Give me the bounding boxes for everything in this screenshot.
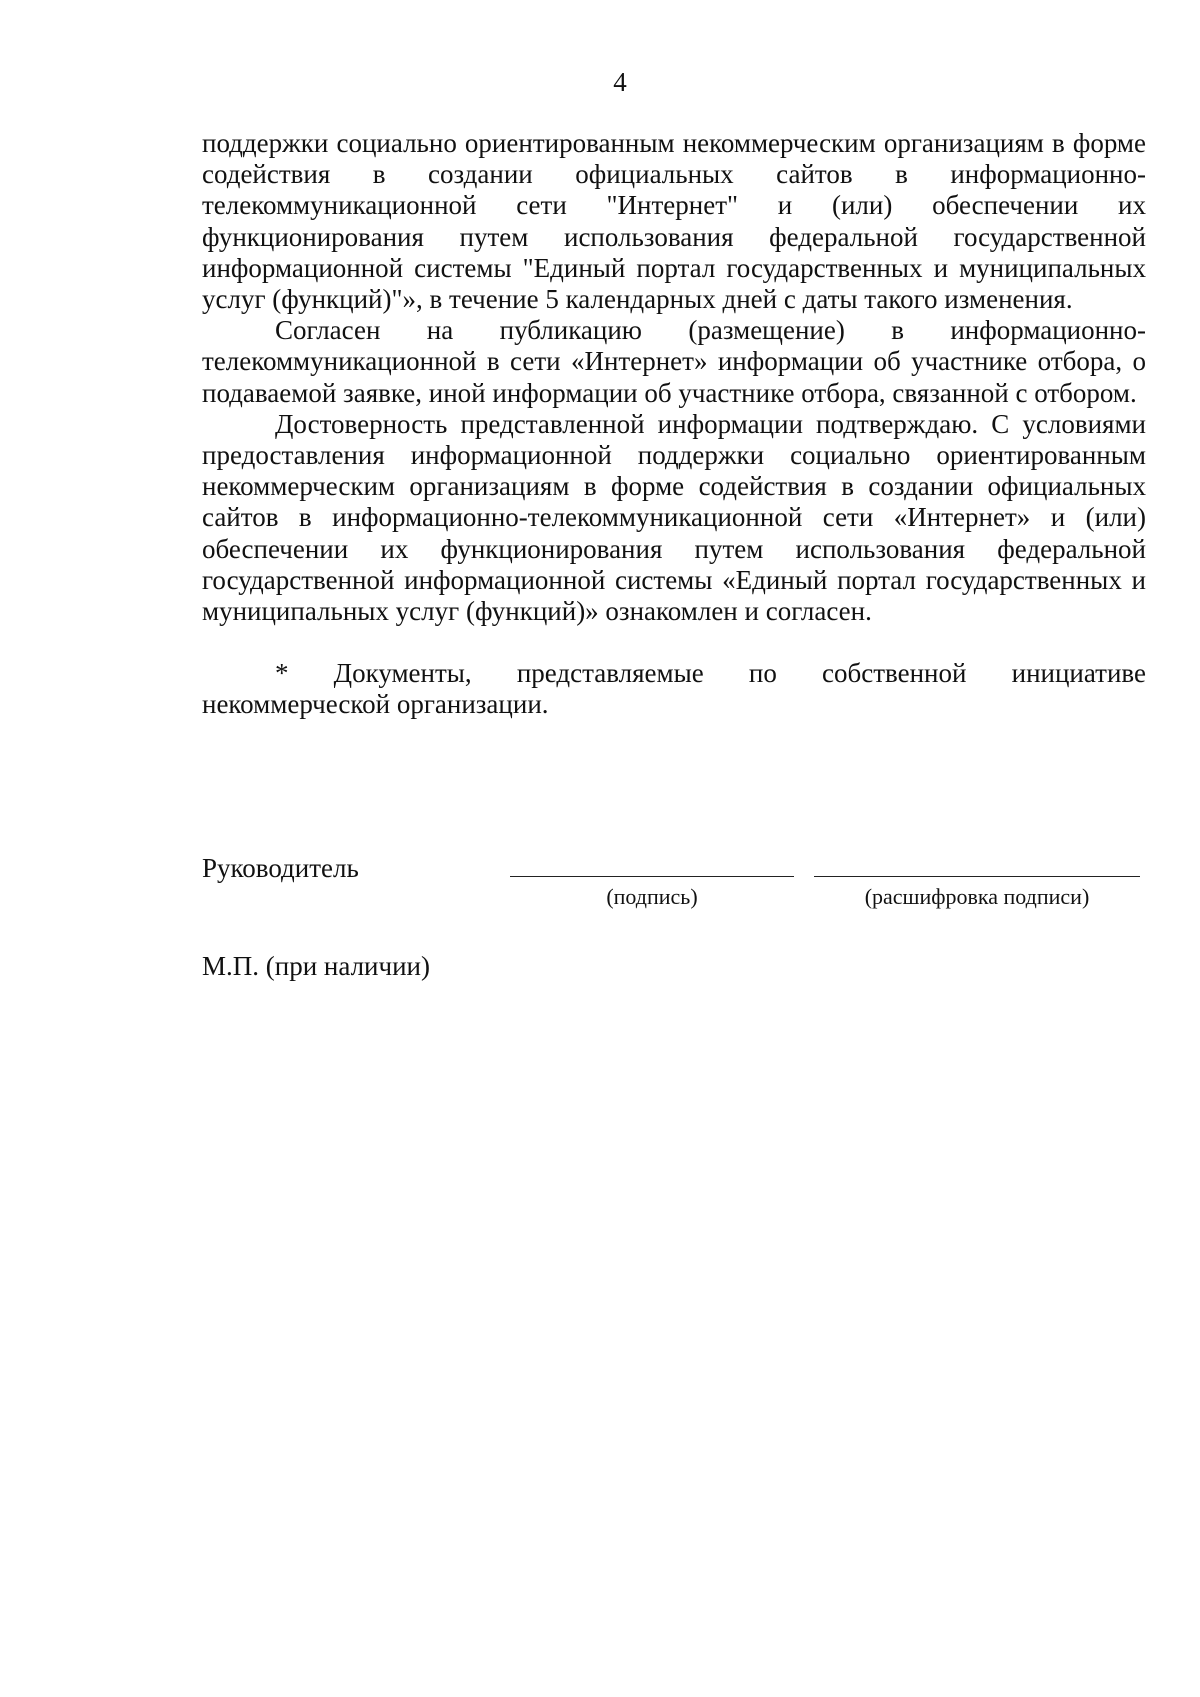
name-decoding-caption: (расшифровка подписи) <box>864 884 1090 909</box>
document-body <box>202 128 1146 721</box>
paragraph-information-accuracy: Достоверность представленной информации подтверждаю. С условиями предоставления информационной поддержки социально ориентированным некоммерческим организациям в форме содействия в создании официальных сайтов в информационно-телекоммуникационной сети «Интернет» и (или) обеспечении их функционирования путем использования федеральной государственной информационной системы «Единый портал государственных и муниципальных услуг (функций)» ознакомлен и согласен. <box>202 408 1146 627</box>
stamp-label: М.П. (при наличии) <box>202 951 430 981</box>
signature-line <box>510 876 794 877</box>
paragraph-continuation: поддержки социально ориентированным некоммерческим организациям в форме содействия в создании официальных сайтов в информационно-телекоммуникационной сети "Интернет" и (или) обеспечении их функционирования путем использования федеральной государственной информационной системы "Единый портал государственных и муниципальных услуг (функций)"», в течение 5 календарных дней с даты такого изменения. <box>202 128 1146 315</box>
page-number: 4 <box>613 67 627 97</box>
signatory-label: Руководитель <box>202 853 359 883</box>
paragraph-publication-consent: Согласен на публикацию (размещение) в информационно-телекоммуникационной в сети «Интернет» информации об участнике отбора, о подаваемой заявке, иной информации об участнике отбора, связанной с отбором. <box>202 315 1146 408</box>
name-decoding-line <box>814 876 1140 877</box>
signature-caption: (подпись) <box>606 884 698 909</box>
footnote: * Документы, представляемые по собственной инициативе некоммерческой организации. <box>202 658 1146 720</box>
